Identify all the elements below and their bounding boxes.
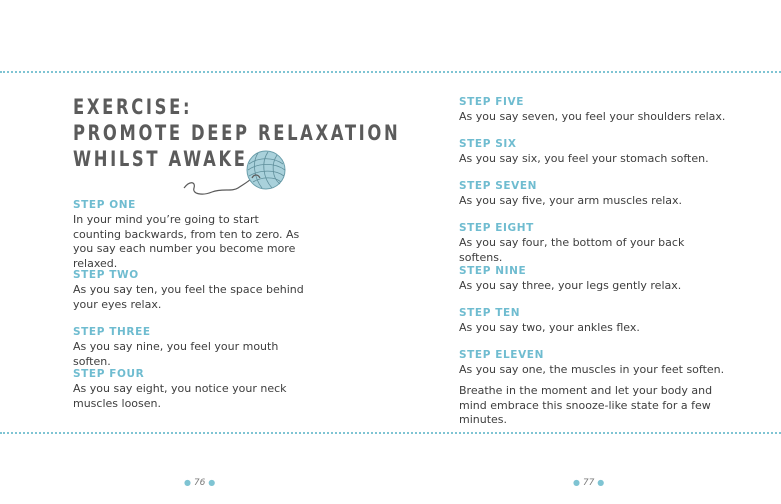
step-text: As you say three, your legs gently relax. [459,279,682,292]
step-label: STEP SIX [459,138,517,150]
step-text: As you say two, your ankles flex. [459,321,640,334]
step-three [73,325,308,369]
step-one [73,198,308,271]
step-label: STEP FOUR [73,368,145,380]
page-number-right-text: 77 [582,478,595,488]
title-line-3: WHILST AWAKE [73,147,248,171]
page-number-left-text: 76 [193,478,206,488]
title-line-1: EXERCISE: [73,95,193,119]
step-two [73,268,308,312]
step-label: STEP FIVE [459,96,525,108]
bullet-icon: ● [597,478,605,487]
bottom-dotted-rule [0,432,781,434]
step-ten [459,306,729,336]
page-number-right [573,478,604,488]
title-line-2: PROMOTE DEEP RELAXATION [73,121,401,145]
page-number-left [184,478,215,488]
top-dotted-rule [0,71,781,73]
bullet-icon: ● [208,478,216,487]
step-text: As you say one, the muscles in your feet soften. [459,363,725,376]
bullet-icon: ● [184,478,191,487]
step-six [459,137,729,167]
step-eight [459,221,729,265]
step-seven [459,179,729,209]
step-label: STEP EIGHT [459,222,534,234]
step-label: STEP ELEVEN [459,349,544,361]
step-label: STEP NINE [459,265,527,277]
step-eleven [459,348,729,378]
bullet-icon: ● [573,478,580,487]
step-label: STEP SEVEN [459,180,538,192]
step-text: As you say eight, you notice your neck muscles loosen. [73,382,287,410]
step-label: STEP THREE [73,326,151,338]
step-text: As you say nine, you feel your mouth soften. [73,340,279,368]
step-text: As you say six, you feel your stomach soften. [459,152,709,165]
step-label: STEP ONE [73,199,136,211]
step-label: STEP TEN [459,307,521,319]
step-text: As you say seven, you feel your shoulders relax. [459,110,726,123]
step-text: As you say ten, you feel the space behind your eyes relax. [73,283,304,311]
step-five [459,95,729,125]
step-nine [459,264,729,294]
closing-paragraph: Breathe in the moment and let your body and mind embrace this snooze-like state for a few minutes. [459,384,713,426]
step-four [73,367,308,411]
step-label: STEP TWO [73,269,139,281]
step-text: In your mind you’re going to start counting backwards, from ten to zero. As you say each number you become more relaxed. [73,213,300,270]
step-text: As you say four, the bottom of your back softens. [459,236,685,264]
yarn-ball-icon [182,148,292,200]
step-text: As you say five, your arm muscles relax. [459,194,683,207]
